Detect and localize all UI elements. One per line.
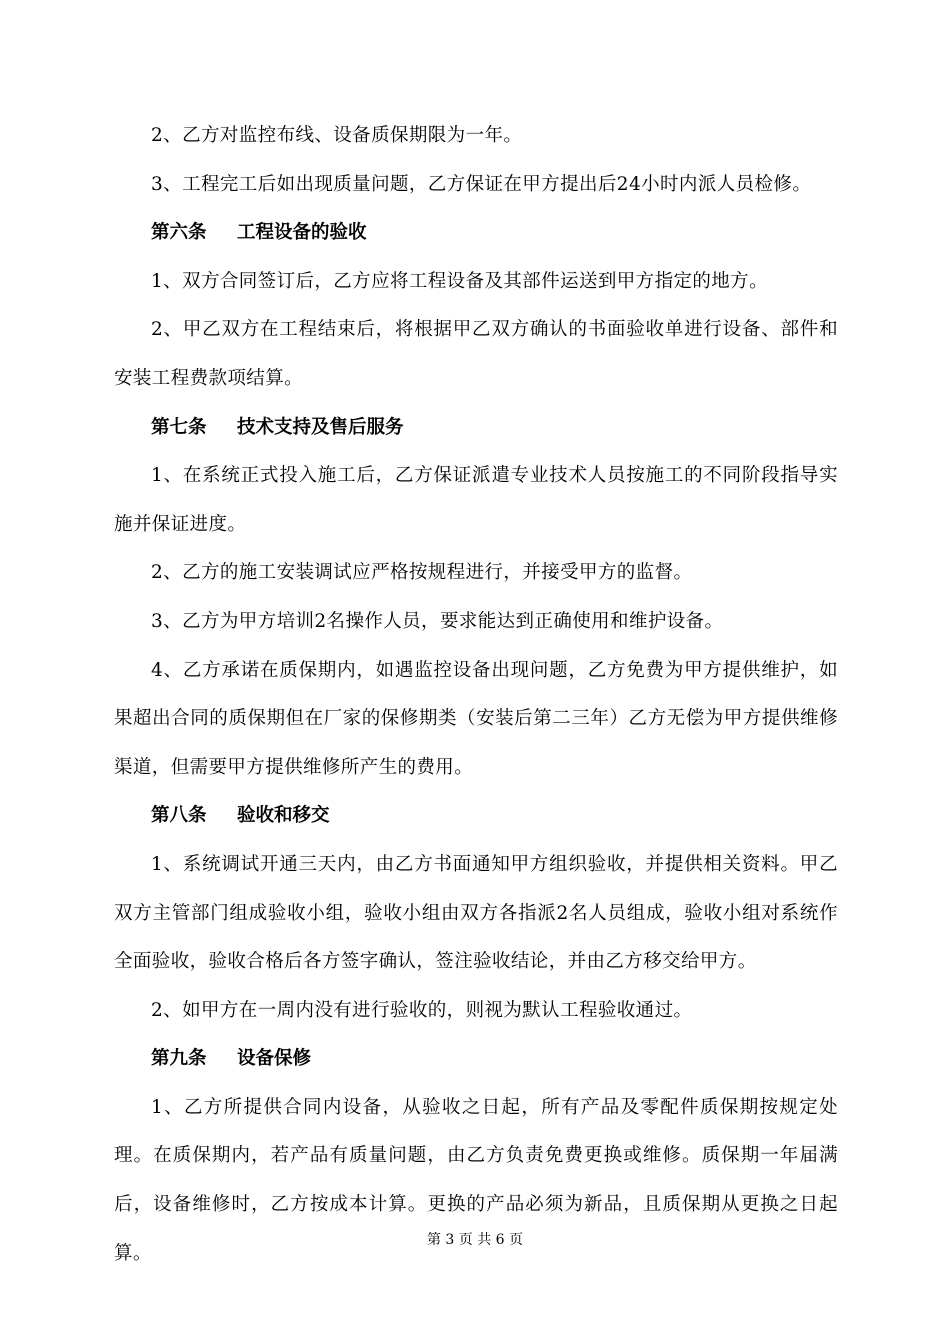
article-title: 工程设备的验收: [237, 222, 367, 244]
paragraph: 3、乙方为甲方培训2名操作人员，要求能达到正确使用和维护设备。: [151, 610, 724, 632]
article-heading: [114, 404, 838, 453]
article-number: 第八条: [151, 805, 207, 827]
article-heading: [114, 209, 838, 258]
article-title: 技术支持及售后服务: [237, 416, 404, 438]
article-heading: [114, 792, 838, 841]
paragraph: 1、乙方所提供合同内设备，从验收之日起，所有产品及零配件质保期按规定处理。在质保期内，若产品有质量问题，由乙方负责免费更换或维修。质保期一年届满后，设备维修时，乙方按成本计算。更换的产品必须为新品，且质保期从更换之日起算。: [114, 1096, 838, 1264]
article-title: 验收和移交: [237, 805, 330, 827]
paragraph: 2、乙方的施工安装调试应严格按规程进行，并接受甲方的监督。: [151, 562, 693, 584]
document-body: [114, 112, 838, 1278]
paragraph: 3、工程完工后如出现质量问题，乙方保证在甲方提出后24小时内派人员检修。: [151, 173, 812, 195]
paragraph: 1、在系统正式投入施工后，乙方保证派遣专业技术人员按施工的不同阶段指导实施并保证进度。: [114, 465, 838, 535]
paragraph: 1、双方合同签订后，乙方应将工程设备及其部件运送到甲方指定的地方。: [151, 270, 768, 292]
paragraph: 2、如甲方在一周内没有进行验收的，则视为默认工程验收通过。: [151, 999, 693, 1021]
paragraph: 4、乙方承诺在质保期内，如遇监控设备出现问题，乙方免费为甲方提供维护，如果超出合同的质保期但在厂家的保修期类（安装后第二三年）乙方无偿为甲方提供维修渠道，但需要甲方提供维修所产生的费用。: [114, 659, 838, 778]
page-footer: 第 3 页 共 6 页: [426, 1232, 524, 1248]
paragraph: 1、系统调试开通三天内，由乙方书面通知甲方组织验收，并提供相关资料。甲乙双方主管部门组成验收小组，验收小组由双方各指派2名人员组成，验收小组对系统作全面验收，验收合格后各方签字确认，签注验收结论，并由乙方移交给甲方。: [114, 853, 838, 973]
article-number: 第九条: [151, 1048, 207, 1070]
paragraph: 2、乙方对监控布线、设备质保期限为一年。: [151, 125, 523, 146]
article-heading: [114, 1035, 838, 1084]
article-title: 设备保修: [237, 1048, 312, 1070]
article-number: 第七条: [151, 416, 207, 438]
article-number: 第六条: [151, 222, 207, 244]
paragraph: 2、甲乙双方在工程结束后，将根据甲乙双方确认的书面验收单进行设备、部件和安装工程费款项结算。: [114, 319, 838, 389]
